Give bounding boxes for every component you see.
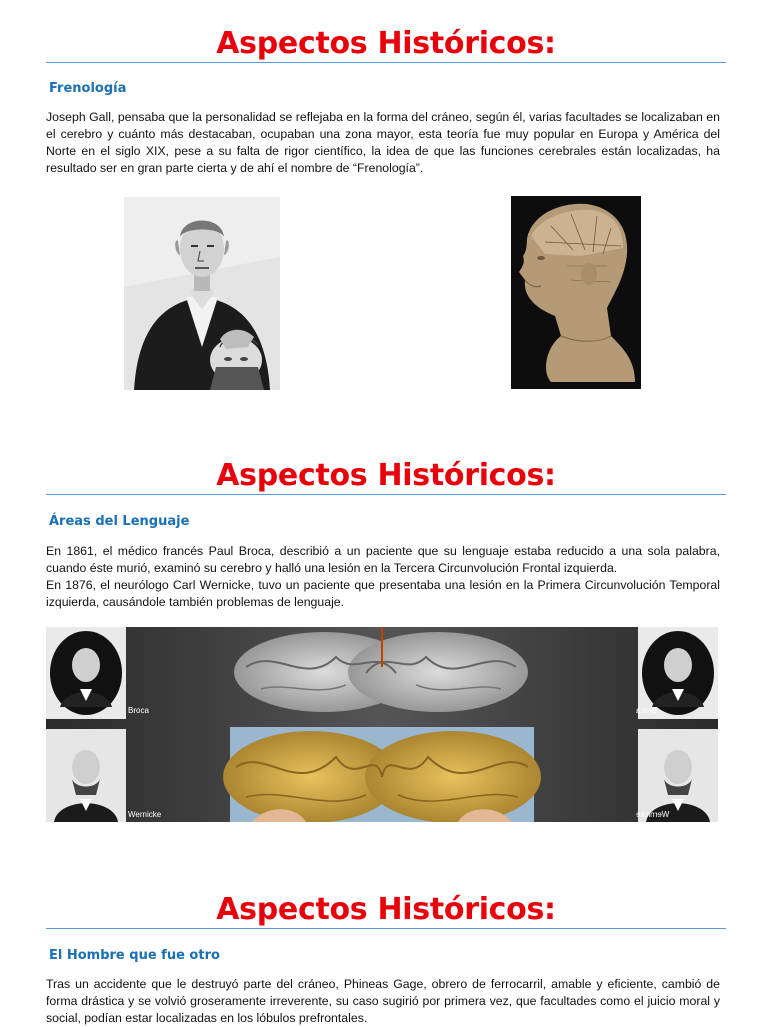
wernicke-caption: Wernicke <box>128 810 162 819</box>
title-divider <box>46 928 726 929</box>
section-paragraph <box>46 976 720 1027</box>
section-title: Aspectos Históricos: <box>216 26 556 61</box>
section-paragraph <box>46 109 720 177</box>
section-title: Aspectos Históricos: <box>216 892 556 927</box>
title-divider <box>46 62 726 63</box>
paragraph-text: En 1861, el médico francés Paul Broca, describió a un paciente que su lenguaje estaba reducido a una sola palabra, cuando éste murió, examinó su cerebro y halló una lesión en la Tercera Circunvolución Frontal izquierda. <box>46 544 720 575</box>
paragraph-text: Tras un accidente que le destruyó parte del cráneo, Phineas Gage, obrero de ferrocarril, amable y eficiente, cambió de forma drástica y se volvió groseramente irreverente, su caso sugirió por primera vez, que facultades como el juicio moral y social, podían estar localizadas en los lóbulos prefrontales. <box>46 977 720 1025</box>
broca-caption: Broca <box>128 706 149 715</box>
section-subtitle: Frenología <box>49 81 127 96</box>
paragraph-text: Joseph Gall, pensaba que la personalidad se reflejaba en la forma del cráneo, según él, varias facultades se localizaban en el cerebro y cuánto más destacaban, ocupaban una zona mayor, esta teoría fue muy popular en Europa y América del Norte en el siglo XIX, pese a su falta de rigor científico, la idea de que las funciones cerebrales están localizadas, ha resultado ser en gran parte cierta y de ahí el nombre de “Frenología”. <box>46 110 720 175</box>
title-divider <box>46 494 726 495</box>
broca-wernicke-image <box>46 627 718 822</box>
section-subtitle: Áreas del Lenguaje <box>49 514 190 529</box>
section-paragraph <box>46 543 720 611</box>
wernicke-caption-mirrored: Wernicke <box>636 810 670 819</box>
section-subtitle: El Hombre que fue otro <box>49 948 220 963</box>
phrenology-bust-image <box>511 196 641 389</box>
section-title: Aspectos Históricos: <box>216 458 556 493</box>
broca-caption-mirrored: Broca <box>636 706 657 715</box>
gall-portrait-image <box>124 197 280 390</box>
paragraph-text: En 1876, el neurólogo Carl Wernicke, tuvo un paciente que presentaba una lesión en la Primera Circunvolución Temporal izquierda, causándole también problemas de lenguaje. <box>46 578 720 609</box>
